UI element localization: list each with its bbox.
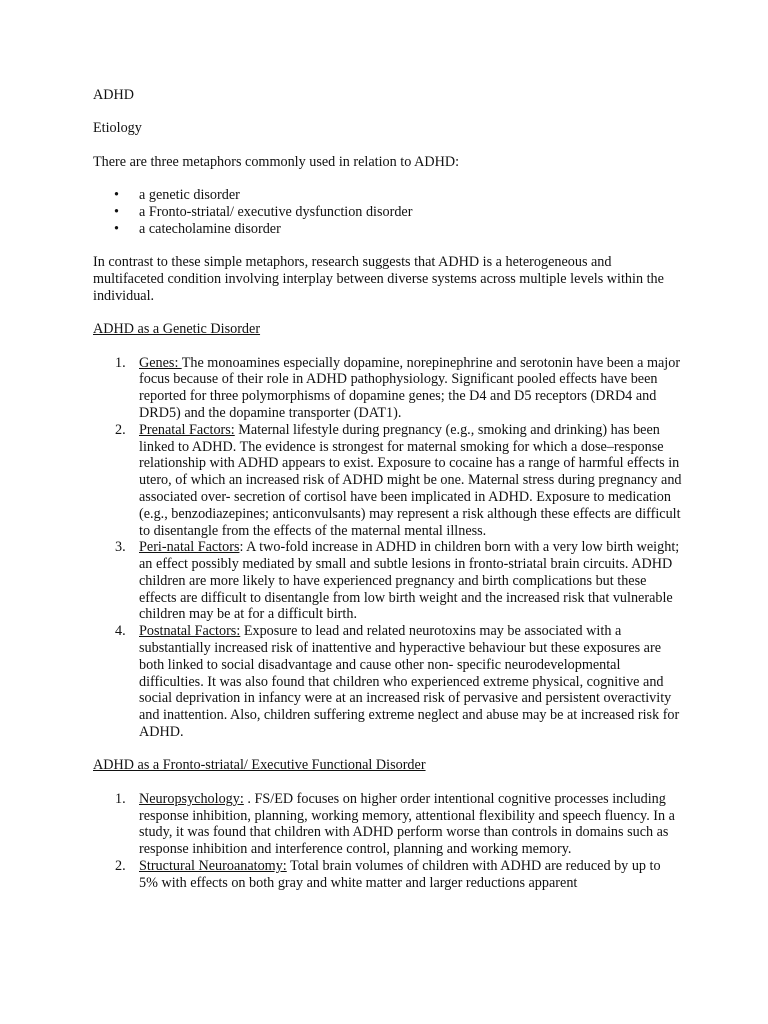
list-item: • a genetic disorder [93, 187, 683, 204]
item-label: Neuropsychology: [139, 790, 244, 807]
list-item [93, 623, 683, 741]
document-title: ADHD [93, 87, 134, 103]
item-text: Total brain volumes of children with ADHD are reduced by up to 5% with effects on both gray and white matter and larger reductions apparent [139, 858, 661, 891]
genetic-factors-list [93, 355, 683, 741]
list-item: • a Fronto-striatal/ executive dysfunction disorder [93, 204, 683, 221]
intro-paragraph: There are three metaphors commonly used in relation to ADHD: [93, 153, 460, 170]
item-label: Prenatal Factors: [139, 421, 235, 438]
list-item [93, 422, 683, 540]
list-item [93, 355, 683, 422]
list-item [93, 539, 683, 623]
item-label: Peri-natal Factors [139, 539, 240, 556]
item-number: 4. [115, 623, 126, 640]
list-item [93, 791, 683, 858]
document-page [93, 87, 683, 908]
list-item: • a catecholamine disorder [93, 221, 683, 238]
item-number: 2. [115, 858, 126, 875]
item-label: Genes: [139, 354, 182, 371]
section-title-etiology: Etiology [93, 120, 142, 137]
metaphor-list [93, 187, 683, 237]
list-item [93, 858, 683, 892]
item-label: Structural Neuroanatomy: [139, 858, 287, 875]
item-label: Postnatal Factors: [139, 623, 241, 640]
item-text: Exposure to lead and related neurotoxins may be associated with a substantially increased risk of inattentive and hyperactive behaviour but these exposures are both linked to social disadvantage and cause other non- specific neurodevelopmental difficulties. It was also found that children who experienced extreme physical, cognitive and social deprivation in infancy were at an increased risk of pervasive and persistent overactivity and inattention. Also, children suffering extreme neglect and abuse may be at increased risk for ADHD. [139, 623, 680, 741]
item-number: 2. [115, 421, 126, 438]
item-number: 1. [115, 790, 126, 807]
item-text: . FS/ED focuses on higher order intentional cognitive processes including response inhibition, planning, working memory, attentional flexibility and speech fluency. In a study, it was found that children with ADHD perform worse than controls in domains such as response inhibition and interference control, planning and working memory. [139, 790, 675, 858]
item-text: The monoamines especially dopamine, norepinephrine and serotonin have been a major focus because of their role in ADHD pathophysiology. Significant pooled effects have been reported for three polymorphisms of dopamine genes; the D4 and D5 receptors (DRD4 and DRD5) and the dopamine transporter (DAT1). [139, 354, 681, 421]
contrast-paragraph: In contrast to these simple metaphors, research suggests that ADHD is a heterogeneous and multifaceted condition involving interplay between diverse systems across multiple levels within the individual. [93, 254, 664, 304]
item-number: 1. [115, 354, 126, 371]
item-text: Maternal lifestyle during pregnancy (e.g., smoking and drinking) has been linked to ADHD. The evidence is strongest for maternal smoking for which a dose–response relationship with ADHD appears to exist. Exposure to cocaine has a range of harmful effects in utero, of which an increased risk of ADHD might be one. Maternal stress during pregnancy and associated over- secretion of cortisol have been implicated in ADHD. Exposure to medication (e.g., benzodiazepines; anticonvulsants) may represent a risk although these effects are difficult to disentangle from the effects of the maternal mental illness. [139, 421, 682, 539]
heading-genetic-disorder: ADHD as a Genetic Disorder [93, 321, 261, 338]
fronto-striatal-factors-list [93, 791, 683, 892]
item-number: 3. [115, 539, 126, 556]
heading-fronto-striatal-disorder: ADHD as a Fronto-striatal/ Executive Functional Disorder [93, 757, 426, 774]
item-text: : A two-fold increase in ADHD in children born with a very low birth weight; an effect possibly mediated by small and subtle lesions in fronto-striatal brain circuits. ADHD children are more likely to have experienced pregnancy and birth complications but these effects are difficult to disentangle from low birth weight and the increased risk that vulnerable children may be at for a difficult birth. [139, 539, 680, 623]
